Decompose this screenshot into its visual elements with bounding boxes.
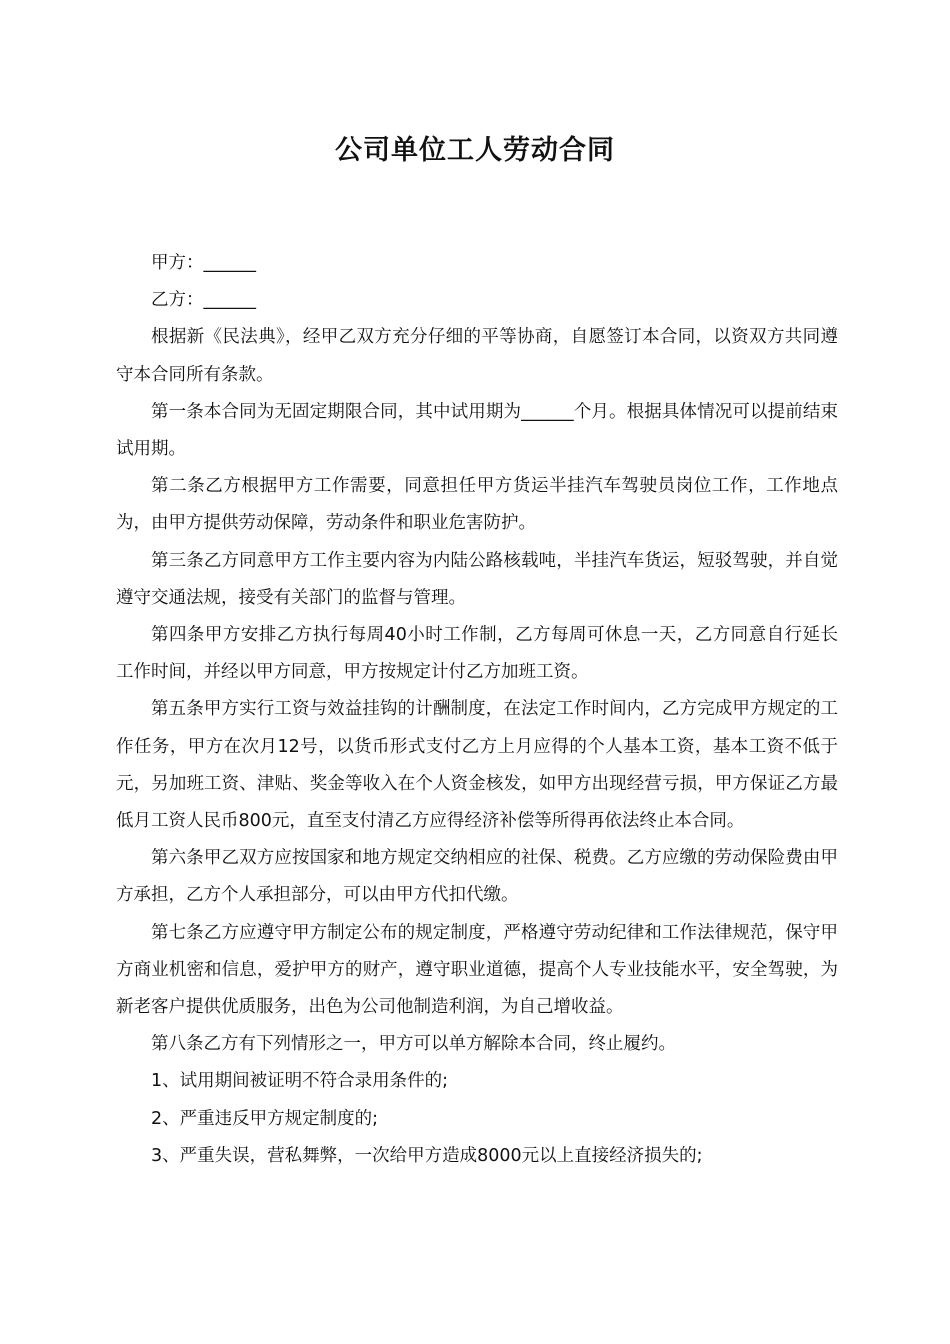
article-5-paragraph: 第五条甲方实行工资与效益挂钩的计酬制度，在法定工作时间内，乙方完成甲方规定的工作任务，甲方在次月12号，以货币形式支付乙方上月应得的个人基本工资，基本工资不低于元，另加班工资、津贴、奖金等收入在个人资金核发，如甲方出现经营亏损，甲方保证乙方最低月工资人民币800元，直至支付清乙方应得经济补偿等所得再依法终止本合同。: [116, 699, 838, 832]
article-3-paragraph: 第三条乙方同意甲方工作主要内容为内陆公路核载吨，半挂汽车货运，短驳驾驶，并自觉遵守交通法规，接受有关部门的监督与管理。: [116, 550, 838, 608]
party-b-line: 乙方：______: [151, 290, 256, 311]
list-item-3: 3、严重失误，营私舞弊，一次给甲方造成8000元以上直接经济损失的;: [151, 1145, 703, 1166]
document-body: [116, 245, 838, 1175]
article-7-paragraph: 第七条乙方应遵守甲方制定公布的规定制度，严格遵守劳动纪律和工作法律规范，保守甲方商业机密和信息，爱护甲方的财产，遵守职业道德，提高个人专业技能水平，安全驾驶，为新老客户提供优质服务，出色为公司他制造利润，为自己增收益。: [116, 922, 838, 1018]
document-title: 公司单位工人劳动合同: [335, 135, 615, 166]
article-6-paragraph: 第六条甲乙双方应按国家和地方规定交纳相应的社保、税费。乙方应缴的劳动保险费由甲方承担，乙方个人承担部分，可以由甲方代扣代缴。: [116, 848, 838, 906]
article-1-paragraph: 第一条本合同为无固定期限合同，其中试用期为______个月。根据具体情况可以提前结束试用期。: [116, 401, 838, 460]
list-item-2: 2、严重违反甲方规定制度的;: [151, 1108, 379, 1129]
party-a-line: 甲方：______: [151, 253, 256, 273]
article-4-paragraph: 第四条甲方安排乙方执行每周40小时工作制，乙方每周可休息一天，乙方同意自行延长工作时间，并经以甲方同意，甲方按规定计付乙方加班工资。: [116, 625, 838, 683]
list-item-1: 1、试用期间被证明不符合录用条件的;: [151, 1071, 449, 1092]
preamble-paragraph: 根据新《民法典》，经甲乙双方充分仔细的平等协商，自愿签订本合同，以资双方共同遵守本合同所有条款。: [116, 327, 838, 385]
article-8-paragraph: 第八条乙方有下列情形之一，甲方可以单方解除本合同，终止履约。: [151, 1034, 676, 1055]
article-2-paragraph: 第二条乙方根据甲方工作需要，同意担任甲方货运半挂汽车驾驶员岗位工作，工作地点为，由甲方提供劳动保障，劳动条件和职业危害防护。: [116, 476, 838, 534]
